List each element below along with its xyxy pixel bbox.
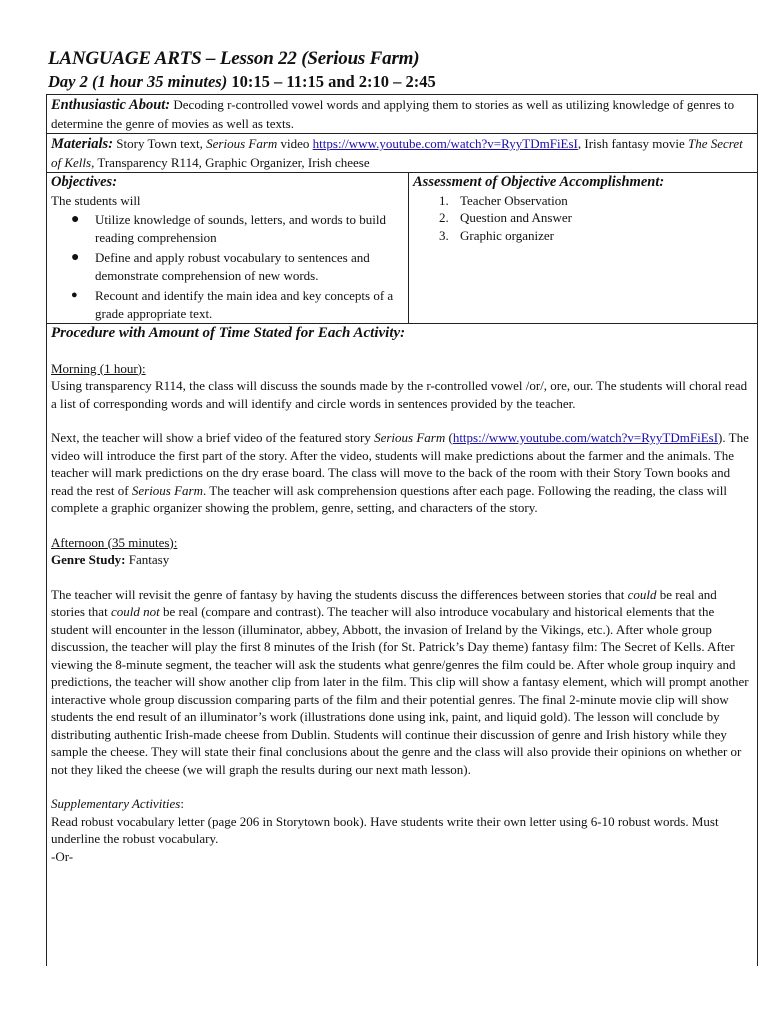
assessment-text: Question and Answer (460, 210, 572, 225)
morning-paragraph-2 (51, 429, 752, 517)
text-run: . The teacher will ask comprehension questions after each page. Following the reading, the class will complete a graphic organizer showing the problem, genre, setting, and characters of the story. (51, 482, 727, 515)
lesson-subtitle (48, 72, 436, 92)
objective-item (51, 249, 403, 284)
procedure-cell (47, 324, 758, 967)
list-number: 2. (439, 210, 449, 225)
enthusiastic-cell (47, 95, 758, 134)
lesson-plan-table (46, 94, 758, 966)
assessment-text: Teacher Observation (460, 192, 568, 208)
objectives-cell (47, 173, 409, 324)
morning-paragraph-1: Using transparency R114, the class will discuss the sounds made by the r-controlled vowel /or/, ore, our. The students will choral read a list of corresponding words and will identify and circle words in sentences provided by the teacher. (51, 378, 748, 411)
bullet-icon: ● (71, 212, 80, 227)
materials-text-4: , Transparency R114, Graphic Organizer, Irish cheese (91, 154, 370, 170)
story-title: Serious Farm (374, 430, 446, 445)
procedure-heading: Procedure with Amount of Time Stated for Each Activity: (51, 325, 406, 341)
text-run: Next, the teacher will show a brief video of the featured story (51, 430, 375, 445)
supplementary-label: Supplementary Activities (51, 796, 181, 811)
text-run: ( (445, 430, 453, 445)
text-run: be real (compare and contrast). The teacher will also introduce vocabulary and historical elements that the student will encounter in the lesson (illuminator, abbey, Abbott, the invasion of Ireland by the Vikings, etc.). After whole group discussion, the teacher will play the first 8 minutes of the Irish (for St. Patrick’s Day theme) fantasy film: The Secret of Kells. After viewing the 8-minute segment, the teacher will ask the students what genre/genres the film could be. After whole group inquiry and predictions, the teacher will show another clip from later in the film. This clip will show a fantasy element, which will prompt another interactive whole group discussion comparing parts of the film and their potential genres. The final 2-minute movie clip will show students the end result of an illuminator’s work (illustrations done using ink, paint, and liquid gold). The lesson will conclude by distributing authentic Irish-made cheese from Dublin. Students will continue their discussion of genre and Irish history while they sample the cheese. They will state their final conclusions about the genre and the class will also provide their opinions on whether or not they liked the cheese (we will graph the results during our next math lesson). (51, 604, 749, 777)
story-title: Serious Farm (131, 482, 203, 498)
assessment-label: Assessment of Objective Accomplishment: (413, 174, 665, 190)
supplementary-text: Read robust vocabulary letter (page 206 in Storytown book). Have students write their own letter using 6-10 robust words. Must underline the robust vocabulary. (51, 813, 719, 846)
afternoon-label: Afternoon (35 minutes): (51, 534, 178, 550)
objective-item (51, 287, 403, 322)
text-run: The teacher will revisit the genre of fantasy by having the students discuss the differences between stories that (51, 586, 628, 602)
materials-story-title: Serious Farm (206, 136, 278, 151)
lesson-title: LANGUAGE ARTS – Lesson 22 (Serious Farm) (48, 48, 420, 69)
list-number: 1. (439, 192, 449, 208)
assessment-text: Graphic organizer (460, 227, 554, 243)
assessment-cell (409, 173, 758, 324)
materials-movie-title: The Secret of Kells (51, 136, 743, 170)
objectives-label: Objectives: (51, 174, 118, 190)
bullet-icon: ● (71, 289, 78, 301)
emphasis-text: could not (110, 604, 160, 619)
genre-study-value: Fantasy (125, 552, 170, 567)
objectives-list (51, 211, 403, 322)
enthusiastic-text: Decoding r-controlled vowel words and applying them to stories as well as utilizing knowledge of genres to determine the genre of movies as well as texts. (51, 97, 735, 131)
afternoon-paragraph (51, 586, 752, 779)
bullet-icon: ● (71, 250, 80, 265)
materials-video-link[interactable]: https://www.youtube.com/watch?v=RyyTDmFiEsI (312, 136, 578, 151)
materials-text-2: video (277, 136, 313, 151)
list-number: 3. (439, 227, 449, 243)
text-run: : (180, 796, 184, 811)
materials-cell (47, 134, 758, 173)
objective-text: Recount and identify the main idea and key concepts of a grade appropriate text. (95, 288, 394, 321)
assessment-item (413, 227, 752, 245)
time-slots: 10:15 – 11:15 and 2:10 – 2:45 (227, 72, 436, 91)
enthusiastic-label: Enthusiastic About: (51, 97, 171, 113)
objective-text: Define and apply robust vocabulary to sentences and demonstrate comprehension of new words. (95, 250, 370, 283)
emphasis-text: could (627, 586, 657, 602)
text-run: be real and stories that (51, 586, 717, 619)
day-label: Day 2 (1 hour 35 minutes) (48, 72, 228, 91)
materials-label: Materials: (51, 136, 114, 152)
genre-study-label: Genre Study: (51, 552, 126, 567)
materials-text-3: , Irish fantasy movie (577, 136, 689, 151)
text-run: ). The video will introduce the first part of the story. After the video, students will make predictions about the farmer and the animals. The teacher will mark predictions on the dry erase board. The class will move to the back of the room with their Story Town books and read the rest of (51, 430, 749, 498)
assessment-item (413, 209, 752, 227)
morning-label: Morning (1 hour): (51, 360, 146, 376)
objective-item (51, 211, 403, 246)
objective-text: Utilize knowledge of sounds, letters, and words to build reading comprehension (95, 212, 387, 245)
materials-text-1: Story Town text, (113, 136, 207, 151)
or-separator: -Or- (51, 848, 74, 864)
objectives-intro: The students will (51, 192, 141, 208)
assessment-item (413, 192, 752, 210)
assessment-list (413, 192, 752, 245)
story-video-link[interactable]: https://www.youtube.com/watch?v=RyyTDmFiEsI (452, 430, 719, 445)
